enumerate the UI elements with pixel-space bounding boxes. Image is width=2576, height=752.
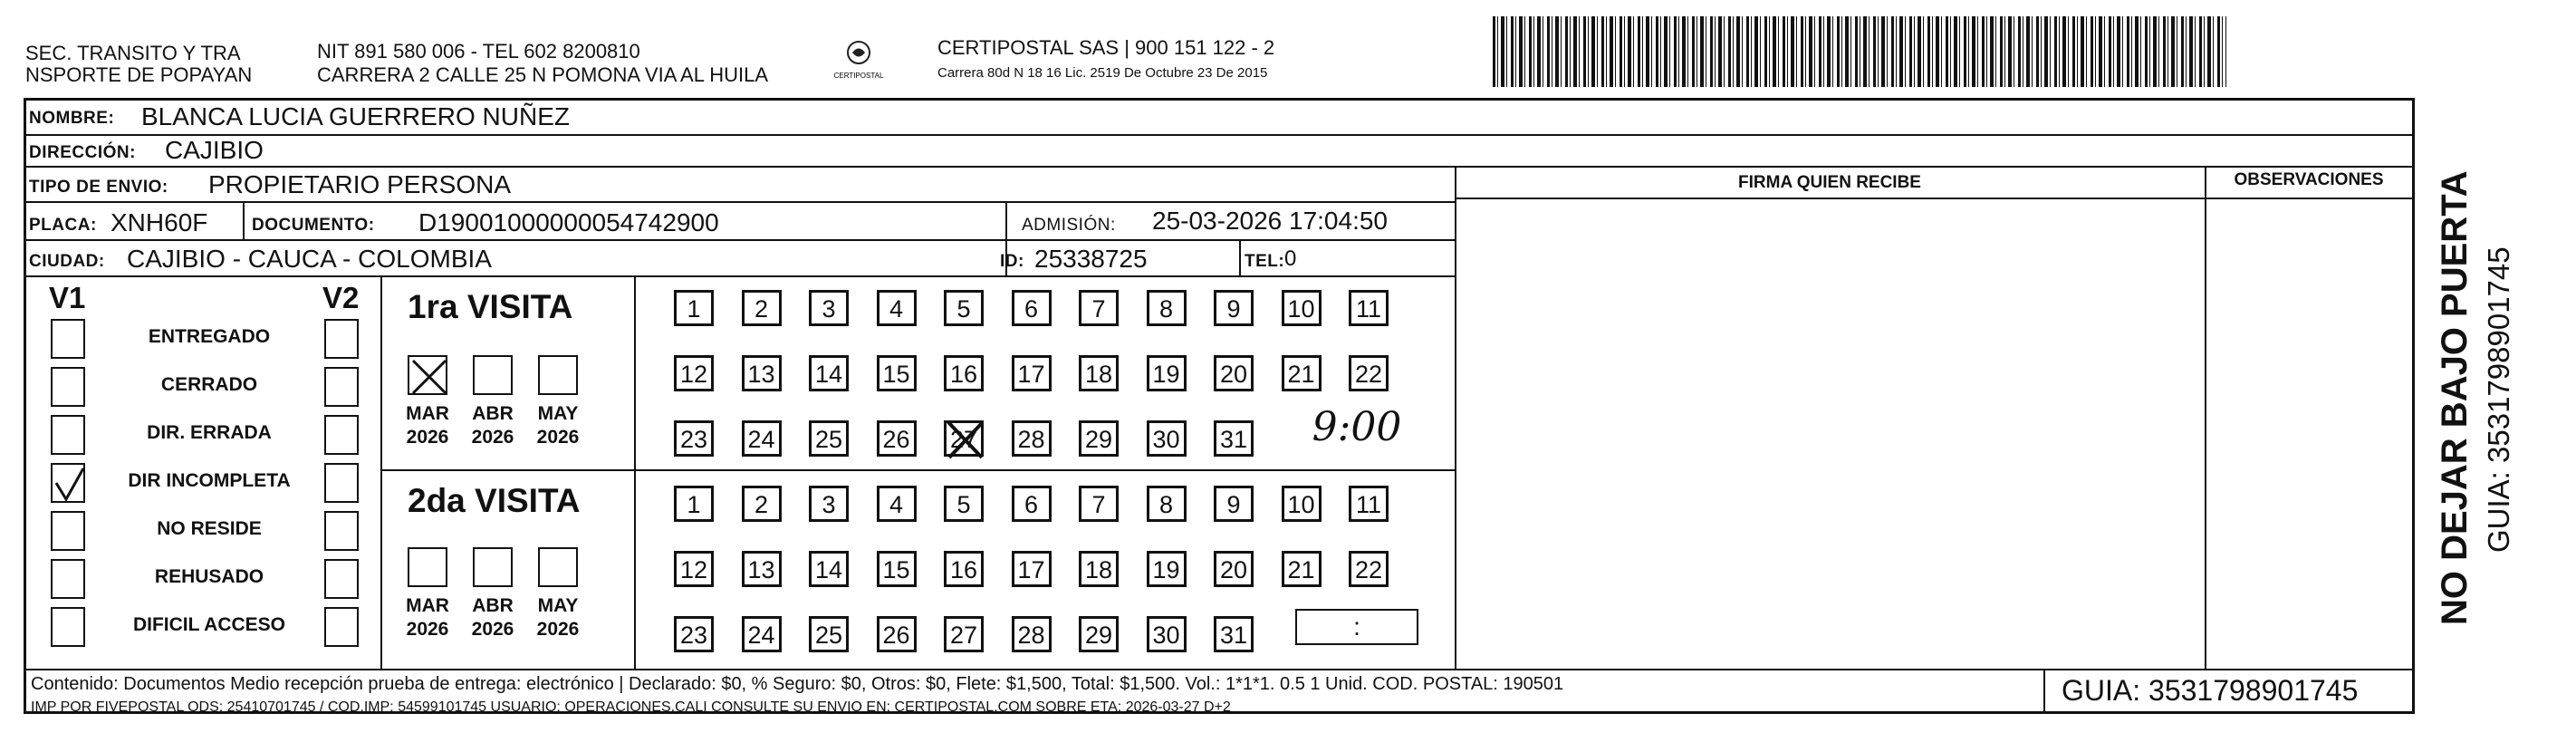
guia-box-border [2043,669,2045,714]
status-label: DIR. ERRADA [147,422,272,443]
day-box[interactable]: 23 [674,616,714,652]
cell-divider [243,201,245,239]
placa-value: XNH60F [111,208,208,236]
month-label: MAR [406,595,449,616]
day-box[interactable]: 19 [1147,355,1187,391]
month-label: ABR [472,403,514,424]
day-box[interactable]: 19 [1147,551,1187,587]
month-checkbox[interactable] [473,547,513,587]
day-box[interactable]: 11 [1349,486,1389,522]
day-box[interactable]: 11 [1349,290,1389,326]
footer-divider [25,669,2413,670]
v2-label: V2 [322,281,360,314]
day-box[interactable]: 10 [1282,290,1322,326]
company-name: CERTIPOSTAL SAS | 900 151 122 - 2 [937,36,1275,59]
day-box[interactable]: 2 [742,290,782,326]
day-box[interactable]: 5 [944,486,984,522]
firma-left-border [1455,166,1456,670]
placa-label: PLACA: [29,216,97,235]
day-box[interactable]: 1 [674,486,714,522]
row-divider [25,239,1456,241]
month-label: MAY [537,403,579,424]
day-box[interactable]: 4 [877,486,917,522]
month-checkbox[interactable] [473,355,513,395]
day-box[interactable]: 13 [742,551,782,587]
year-label: 2026 [471,619,514,640]
id-value: 25338725 [1034,245,1148,273]
day-box[interactable]: 16 [944,551,984,587]
month-checkbox[interactable] [538,547,578,587]
tel-label: TEL: [1245,252,1285,271]
v1-checkbox[interactable] [51,319,85,359]
no-dejar-warning: NO DEJAR BAJO PUERTA [2435,170,2475,625]
nombre-value: BLANCA LUCIA GUERRERO NUÑEZ [141,102,570,130]
cell-divider [1239,239,1241,275]
v2-checkbox[interactable] [324,463,359,503]
day-box[interactable]: 28 [1012,420,1052,457]
org-name-line2: NSPORTE DE POPAYAN [25,63,253,86]
day-box[interactable]: 27 [944,616,984,652]
v2-checkbox[interactable] [324,559,359,599]
day-box[interactable]: 31 [1214,420,1254,457]
year-label: 2026 [406,427,449,448]
documento-label: DOCUMENTO: [252,216,375,235]
day-box[interactable]: 25 [809,616,849,652]
visit1-title: 1ra VISITA [408,288,573,325]
day-box[interactable]: 16 [944,355,984,391]
id-label: ID: [1000,252,1024,271]
v2-checkbox[interactable] [324,319,359,359]
month-checkbox[interactable] [408,355,447,395]
tracking-barcode [1493,16,2226,87]
time-field[interactable]: : [1295,609,1418,645]
day-box[interactable]: 22 [1349,355,1389,391]
tel-value: 0 [1284,246,1297,271]
month-checkbox[interactable] [538,355,578,395]
day-box[interactable]: 14 [809,551,849,587]
company-license: Carrera 80d N 18 16 Lic. 2519 De Octubre 23 De 2015 [937,65,1268,81]
observaciones-label: OBSERVACIONES [2234,170,2384,189]
documento-value: D19001000000054742900 [418,208,719,236]
visit-divider [380,469,1456,471]
day-box[interactable]: 8 [1147,290,1187,326]
handwritten-time: 9:00 [1312,404,1402,450]
day-box[interactable]: 26 [877,420,917,457]
status-right-border [380,275,382,669]
day-box[interactable]: 4 [877,290,917,326]
month-label: MAY [537,595,579,616]
day-box[interactable]: 10 [1282,486,1322,522]
nombre-label: NOMBRE: [29,109,115,128]
v1-checkbox[interactable] [51,559,85,599]
row-divider [25,201,1456,203]
day-box[interactable]: 20 [1214,355,1254,391]
day-box[interactable]: 21 [1282,551,1322,587]
status-label: DIFICIL ACCESO [132,614,285,635]
month-label: ABR [472,595,514,616]
v2-checkbox[interactable] [324,511,359,551]
status-label: CERRADO [160,374,258,395]
admision-value: 25-03-2026 17:04:50 [1152,207,1388,235]
day-box[interactable]: 7 [1079,486,1119,522]
direccion-label: DIRECCIÓN: [29,143,136,162]
year-label: 2026 [536,619,580,640]
day-box[interactable]: 23 [674,420,714,457]
day-box[interactable]: 9 [1214,486,1254,522]
row-divider [25,166,2413,168]
visit2-title: 2da VISITA [408,482,581,519]
day-box[interactable]: 28 [1012,616,1052,652]
day-box[interactable]: 17 [1012,551,1052,587]
day-box[interactable]: 31 [1214,616,1254,652]
certipostal-logo [824,36,893,91]
day-box[interactable]: 30 [1147,616,1187,652]
observations-area[interactable] [2208,201,2409,667]
contenido-line: Contenido: Documentos Medio recepción prueba de entrega: electrónico | Declarado: $0, % Seguro: $0, Otros: $0, Flete: $1,500, Total: $1,500. Vol.: 1*1*1. 0.5 1 Unid. COD. POSTAL: 190501 [31,674,1564,694]
svg-text:CERTIPOSTAL: CERTIPOSTAL [833,72,884,80]
day-box[interactable]: 9 [1214,290,1254,326]
tipo-envio-label: TIPO DE ENVIO: [29,178,168,197]
day-box[interactable]: 12 [674,355,714,391]
v1-checkbox[interactable] [51,463,85,503]
day-box[interactable]: 21 [1282,355,1322,391]
day-box[interactable]: 22 [1349,551,1389,587]
day-box[interactable]: 6 [1012,486,1052,522]
signature-area[interactable] [1458,201,2201,667]
row-divider [25,134,2413,136]
tipo-envio-value: PROPIETARIO PERSONA [208,170,511,198]
ciudad-value: CAJIBIO - CAUCA - COLOMBIA [127,245,492,273]
year-label: 2026 [536,427,580,448]
direccion-value: CAJIBIO [165,136,264,164]
day-box[interactable]: 13 [742,355,782,391]
side-guia: GUIA: 3531798901745 [2482,246,2515,553]
footer-guia: GUIA: 3531798901745 [2062,674,2359,707]
day-box[interactable]: 17 [1012,355,1052,391]
day-box[interactable]: 14 [809,355,849,391]
day-box[interactable]: 20 [1214,551,1254,587]
day-box[interactable]: 8 [1147,486,1187,522]
v1-label: V1 [49,281,86,314]
day-box[interactable]: 12 [674,551,714,587]
day-box[interactable]: 18 [1079,551,1119,587]
year-label: 2026 [406,619,449,640]
org-address: CARRERA 2 CALLE 25 N POMONA VIA AL HUILA [317,63,769,86]
obs-left-border [2205,166,2206,670]
status-label: REHUSADO [154,566,264,587]
day-box[interactable]: 15 [877,551,917,587]
row-divider [25,275,1456,277]
status-label: NO RESIDE [157,518,262,539]
firma-header-line [1455,198,2413,199]
firma-label: FIRMA QUIEN RECIBE [1738,173,1921,192]
month-label: MAR [406,403,449,424]
v1-checkbox[interactable] [51,415,85,455]
day-box[interactable]: 24 [742,616,782,652]
day-box[interactable]: 1 [674,290,714,326]
ciudad-label: CIUDAD: [29,252,105,271]
v1-checkbox[interactable] [51,511,85,551]
day-box[interactable]: 15 [877,355,917,391]
day-box[interactable]: 25 [809,420,849,457]
v2-checkbox[interactable] [324,607,359,647]
nit-phone: NIT 891 580 006 - TEL 602 8200810 [317,40,640,63]
day-box[interactable]: 5 [944,290,984,326]
day-box[interactable]: 6 [1012,290,1052,326]
day-box[interactable]: 2 [742,486,782,522]
day-box[interactable]: 30 [1147,420,1187,457]
day-box[interactable]: 3 [809,290,849,326]
org-name-line1: SEC. TRANSITO Y TRA [25,42,241,64]
admision-label: ADMISIÓN: [1022,216,1116,235]
day-box[interactable]: 18 [1079,355,1119,391]
v2-checkbox[interactable] [324,415,359,455]
status-label: ENTREGADO [148,326,271,347]
year-label: 2026 [471,427,514,448]
day-box[interactable]: 3 [809,486,849,522]
v1-checkbox[interactable] [51,607,85,647]
day-box[interactable]: 26 [877,616,917,652]
day-box[interactable]: 27 [944,420,984,457]
status-label: DIR INCOMPLETA [128,470,291,491]
imp-line: IMP POR FIVEPOSTAL ODS: 25410701745 / COD.IMP: 54599101745 USUARIO: OPERACIONES.CALI CONSULTE SU ENVIO EN: CERTIPOSTAL.COM SOBRE ETA: 2026-03-27 D+2 [31,699,1231,715]
visit-months-border [634,275,636,669]
month-checkbox[interactable] [408,547,447,587]
day-box[interactable]: 29 [1079,420,1119,457]
day-box[interactable]: 29 [1079,616,1119,652]
v1-checkbox[interactable] [51,367,85,407]
day-box[interactable]: 24 [742,420,782,457]
day-box[interactable]: 7 [1079,290,1119,326]
v2-checkbox[interactable] [324,367,359,407]
